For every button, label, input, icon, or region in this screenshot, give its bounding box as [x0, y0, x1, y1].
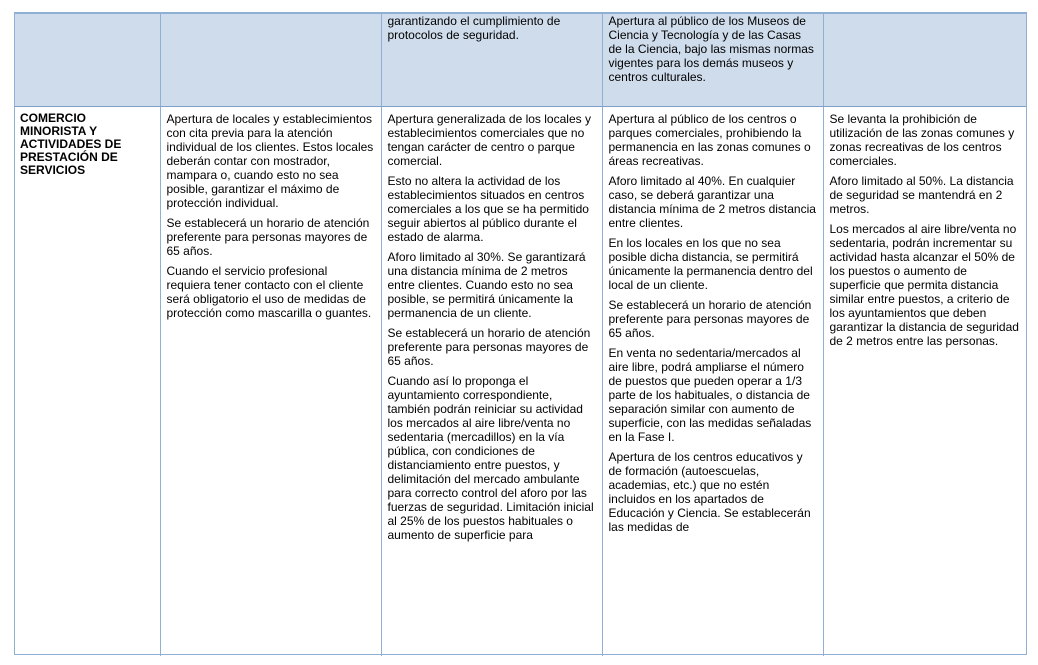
- phase-2-cell: [602, 107, 823, 657]
- sector-cell: [14, 107, 160, 657]
- top-cell-phase-0: [160, 12, 381, 107]
- paragraph: Los mercados al aire libre/venta no sedentaria, podrán incrementar su actividad hasta alcanzar el 50% de los puestos o aumento de superficie que permita distancia similar entre puestos, a criterio de los ayuntamientos que deben garantizar la distancia de seguridad de 2 metros entre las personas.: [829, 222, 1019, 348]
- phase-measures-table: [14, 12, 1026, 656]
- phase-3-cell: [823, 107, 1026, 657]
- paragraph: Apertura de los centros educativos y de formación (autoescuelas, academias, etc.) que no estén incluidos en los apartados de Educación y Ciencia. Se establecerán las medidas de: [608, 450, 811, 534]
- paragraph: Se establecerá un horario de atención preferente para personas mayores de 65 años.: [387, 326, 591, 368]
- top-cell-phase-3: [823, 12, 1026, 107]
- sector-title: COMERCIO MINORISTA Y ACTIVIDADES DE PRESTACIÓN DE SERVICIOS: [20, 111, 122, 177]
- paragraph: Se levanta la prohibición de utilización de las zonas comunes y zonas recreativas de los centros comerciales.: [829, 112, 1015, 168]
- paragraph: Se establecerá un horario de atención preferente para personas mayores de 65 años.: [166, 216, 370, 258]
- paragraph: Se establecerá un horario de atención preferente para personas mayores de 65 años.: [608, 298, 812, 340]
- top-cell-phase-2: Apertura al público de los Museos de Ciencia y Tecnología y de las Casas de la Ciencia, bajo las mismas normas vigentes para los demás museos y centros culturales.: [602, 12, 823, 107]
- paragraph: En los locales en los que no sea posible dicha distancia, se permitirá únicamente la permanencia dentro del local de un cliente.: [608, 236, 813, 292]
- paragraph: Aforo limitado al 30%. Se garantizará una distancia mínima de 2 metros entre clientes. Cuando esto no sea posible, se permitirá únicamente la permanencia de un cliente.: [387, 250, 586, 320]
- paragraph: Aforo limitado al 50%. La distancia de seguridad se mantendrá en 2 metros.: [829, 174, 1014, 216]
- paragraph: Cuando así lo proponga el ayuntamiento correspondiente, también podrán reiniciar su actividad los mercados al aire libre/venta no sedentaria (mercadillos) en la vía pública, con condiciones de distanciamiento entre puestos, y delimitación del mercado ambulante para correcto control del aforo por las fuerzas de seguridad. Limitación inicial al 25% de los puestos habituales o aumento de superficie para: [387, 374, 594, 542]
- paragraph: Apertura generalizada de los locales y establecimientos comerciales que no tengan carácter de centro o parque comercial.: [387, 112, 591, 168]
- table-row-continuation: [14, 12, 1026, 107]
- top-cell-phase-1: garantizando el cumplimiento de protocolos de seguridad.: [381, 12, 602, 107]
- table-row-comercio: [14, 107, 1026, 657]
- paragraph: Apertura de locales y establecimientos con cita previa para la atención individual de los clientes. Estos locales deberán contar con mostrador, mampara o, cuando esto no sea posible, garantizar el máximo de protección individual.: [166, 112, 374, 210]
- paragraph: Apertura al público de los centros o parques comerciales, prohibiendo la permanencia en las zonas comunes o áreas recreativas.: [608, 112, 811, 168]
- phase-0-cell: [160, 107, 381, 657]
- paragraph: En venta no sedentaria/mercados al aire libre, podrá ampliarse el número de puestos que pueden operar a 1/3 parte de los habituales, o distancia de separación similar con aumento de superficie, con las medidas señaladas en la Fase I.: [608, 346, 812, 444]
- paragraph: Aforo limitado al 40%. En cualquier caso, se deberá garantizar una distancia mínima de 2 metros distancia entre clientes.: [608, 174, 816, 230]
- paragraph: Esto no altera la actividad de los establecimientos situados en centros comerciales a los que se ha permitido seguir abiertos al público durante el estado de alarma.: [387, 174, 589, 244]
- paragraph: Cuando el servicio profesional requiera tener contacto con el cliente será obligatorio el uso de medidas de protección como mascarilla o guantes.: [166, 264, 372, 320]
- top-cell-sector: [14, 12, 160, 107]
- phase-1-cell: [381, 107, 602, 657]
